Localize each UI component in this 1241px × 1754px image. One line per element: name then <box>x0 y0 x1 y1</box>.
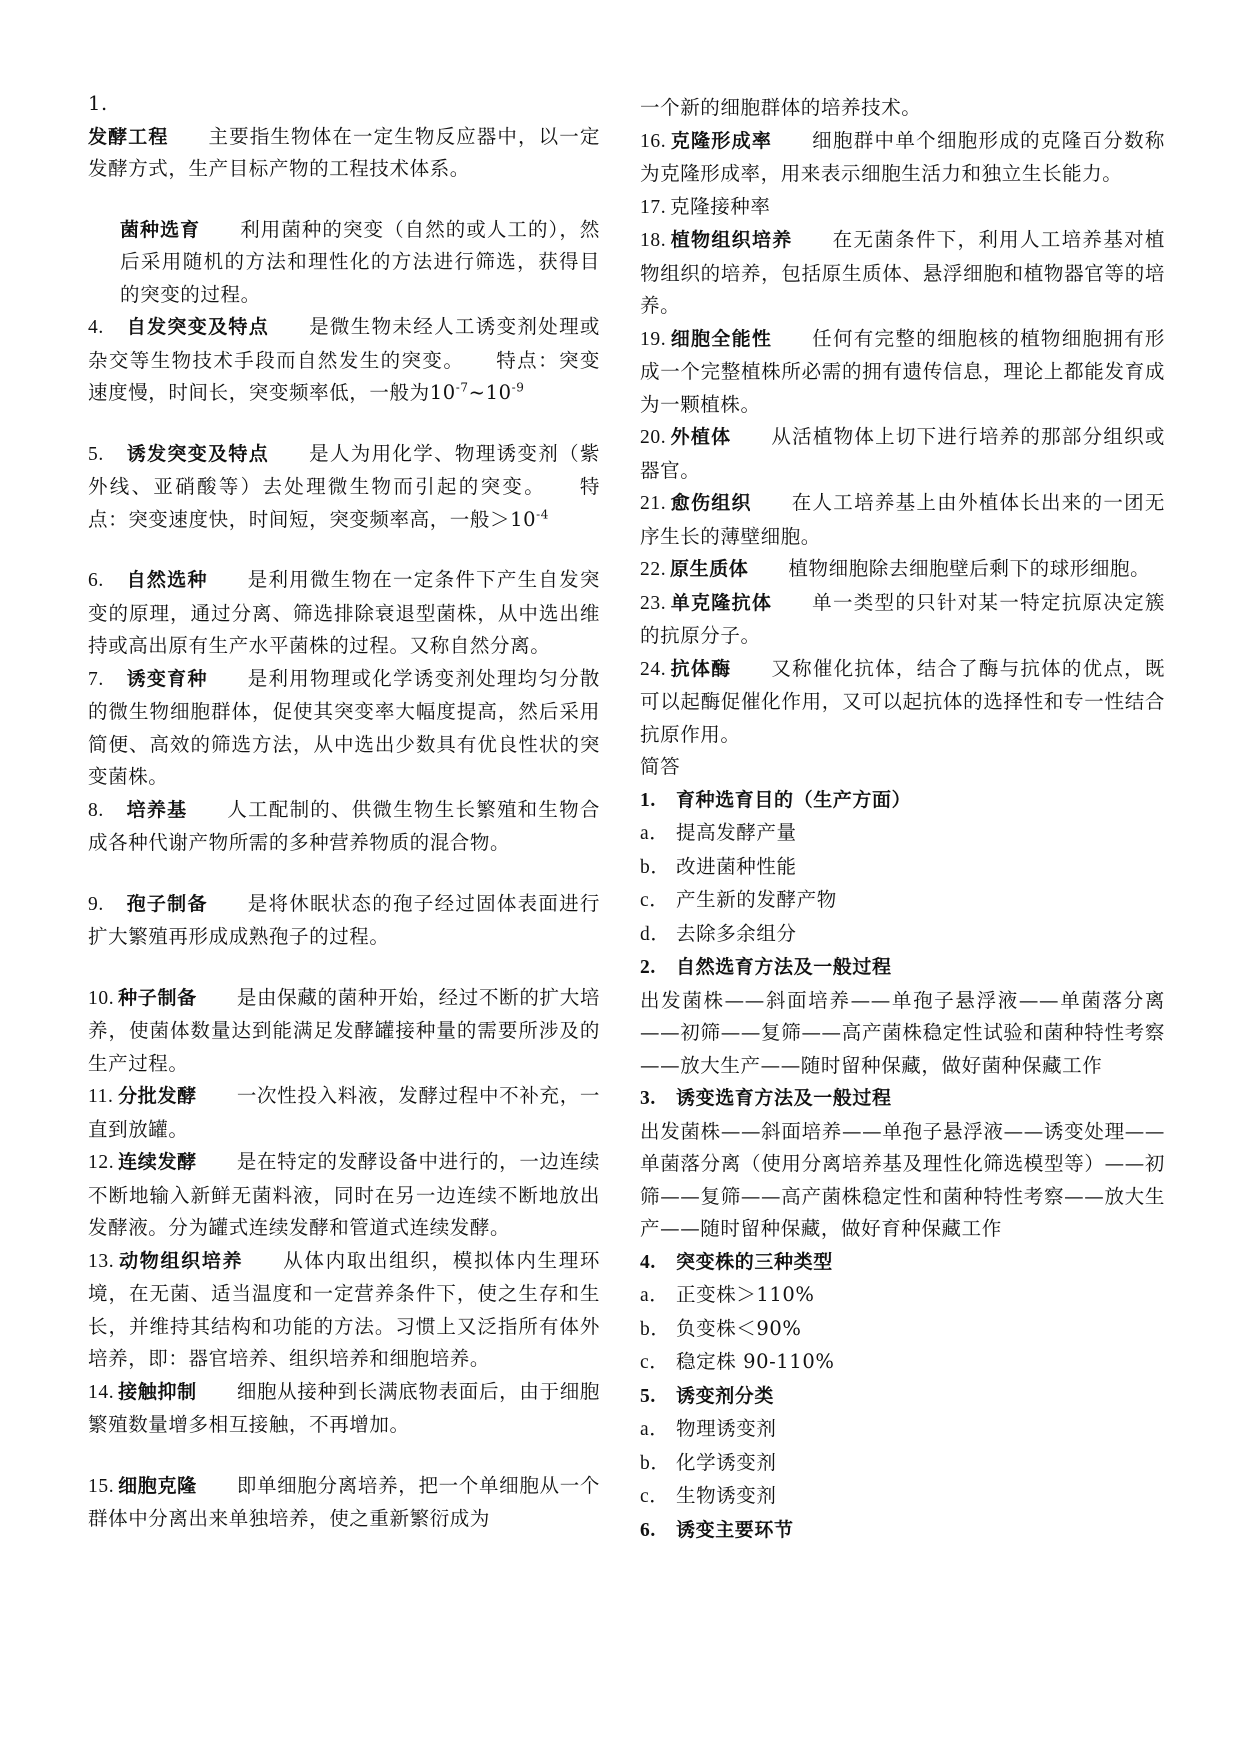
definition-spore-preparation <box>88 888 600 954</box>
item-number: 9. <box>88 893 104 915</box>
definition-text: 植物细胞除去细胞壁后剩下的球形细胞。 <box>788 557 1151 580</box>
definition-text: 在无菌条件下，利用人工培养基对植物组织的培养，包括原生质体、悬浮细胞和植物器官等的培养。 <box>640 228 1165 317</box>
term: 诱发突变及特点 <box>126 442 270 465</box>
list-item <box>640 1313 1165 1347</box>
definition-text: 细胞群中单个细胞形成的克隆百分数称为克隆形成率，用来表示细胞生活力和独立生长能力。 <box>640 128 1165 185</box>
question-title: 突变株的三种类型 <box>676 1250 833 1273</box>
definition-animal-tissue-culture <box>88 1245 600 1376</box>
definition-induced-mutation <box>88 438 600 537</box>
list-item-text: 正变株＞110% <box>676 1283 815 1306</box>
definition-text: 单一类型的只针对某一特定抗原决定簇的抗原分子。 <box>640 590 1165 647</box>
term: 菌种选育 <box>120 218 201 241</box>
list-marker: b． <box>640 856 671 878</box>
question-title: 诱变主要环节 <box>676 1518 794 1541</box>
question-title: 诱变剂分类 <box>676 1384 775 1407</box>
term: 种子制备 <box>118 986 197 1009</box>
question-title: 诱变选育方法及一般过程 <box>676 1087 892 1109</box>
answer-text: 出发菌株——斜面培养——单孢子悬浮液——诱变处理——单菌落分离（使用分离培养基及理性化筛选模型等）——初筛——复筛——高产菌株稳定性和菌种特性考察——放大生产——随时留种保藏，做好育种保藏工作 <box>640 1119 1165 1240</box>
term: 原生质体 <box>670 558 749 580</box>
item-number: 19. <box>640 328 667 350</box>
list-item-text: 提高发酵产量 <box>676 821 797 844</box>
term: 外植体 <box>670 426 732 448</box>
list-item-text: 稳定株 90-110% <box>676 1350 835 1373</box>
definition-text: 在人工培养基上由外植体长出来的一团无序生长的薄壁细胞。 <box>640 491 1165 548</box>
left-column <box>88 88 600 1536</box>
term: 自发突变及特点 <box>126 316 270 338</box>
definition-continuous-fermentation <box>88 1146 600 1245</box>
term: 分批发酵 <box>118 1085 197 1107</box>
definition-text: 利用菌种的突变（自然的或人工的），然后采用随机的方法和理性化的方法进行筛选，获得目的突变的过程。 <box>120 217 600 306</box>
item-number: 5. <box>88 443 104 465</box>
list-item <box>640 851 1165 885</box>
term: 诱变育种 <box>126 667 208 690</box>
item-number: 14. <box>88 1381 115 1403</box>
definition-text: 是利用微生物在一定条件下产生自发突变的原理，通过分离、筛选排除衰退型菌株，从中选出维持或高出原有生产水平菌株的过程。又称自然分离。 <box>88 568 601 657</box>
item-number: 24. <box>640 658 667 680</box>
item-number: 10. <box>88 987 115 1009</box>
definition-text: 从活植物体上切下进行培养的那部分组织或器官。 <box>640 425 1165 482</box>
question-title: 自然选育方法及一般过程 <box>676 956 892 978</box>
term: 接触抑制 <box>118 1380 197 1403</box>
item-number: 15. <box>88 1475 115 1497</box>
term: 培养基 <box>126 798 188 821</box>
item-number: 18. <box>640 230 667 251</box>
definition-clone-seeding-rate <box>640 191 1165 225</box>
definition-totipotency <box>640 323 1165 422</box>
exponent-superscript: -9 <box>511 380 525 395</box>
term: 孢子制备 <box>126 892 208 915</box>
question-heading <box>640 1246 1165 1280</box>
definition-text: 是人为用化学、物理诱变剂（紫外线、亚硝酸等）去处理微生物而引起的突变。 特点：突变速度快，时间短，突变频率高，一般＞ <box>88 441 601 531</box>
term: 细胞全能性 <box>670 327 773 350</box>
definition-seed-preparation <box>88 982 600 1081</box>
item-number: 4. <box>88 317 104 338</box>
term: 愈伤组织 <box>670 492 752 514</box>
question-number: 4. <box>640 1251 656 1273</box>
definition-fermentation-engineering <box>88 121 600 186</box>
range-separator: ~ <box>468 381 486 404</box>
answer-text: 出发菌株——斜面培养——单孢子悬浮液——单菌落分离——初筛——复筛——高产菌株稳定性试验和菌种特性考察——放大生产——随时留种保藏，做好菌种保藏工作 <box>640 988 1165 1077</box>
list-item <box>640 884 1165 918</box>
list-marker: c． <box>640 1486 670 1507</box>
item-number: 22. <box>640 559 667 580</box>
item-number: 17. <box>640 196 667 218</box>
term: 抗体酶 <box>670 657 732 680</box>
list-marker: c． <box>640 1352 670 1373</box>
question-title: 育种选育目的（生产方面） <box>676 788 912 811</box>
definition-spontaneous-mutation <box>88 311 600 410</box>
term: 细胞克隆 <box>118 1474 197 1497</box>
list-item-text: 物理诱变剂 <box>676 1417 777 1440</box>
definition-text: 又称催化抗体，结合了酶与抗体的优点，既可以起酶促催化作用，又可以起抗体的选择性和专一性结合抗原作用。 <box>640 656 1165 746</box>
question-heading <box>640 1380 1165 1414</box>
item-number: 8. <box>88 799 104 821</box>
definition-text: 是在特定的发酵设备中进行的，一边连续不断地输入新鲜无菌料液，同时在另一边连续不断地放出发酵液。分为罐式连续发酵和管道式连续发酵。 <box>88 1150 600 1239</box>
definition-culture-medium <box>88 794 600 860</box>
term: 连续发酵 <box>118 1151 197 1173</box>
term: 发酵工程 <box>88 125 169 148</box>
definition-callus <box>640 487 1165 553</box>
list-item <box>640 1413 1165 1447</box>
definition-text: 从体内取出组织，模拟体内生理环境，在无菌、适当温度和一定营养条件下，使之生存和生长，并维持其结构和功能的方法。习惯上又泛指所有体外培养，即：器官培养、组织培养和细胞培养。 <box>88 1248 600 1370</box>
definition-contact-inhibition <box>88 1376 600 1442</box>
definition-batch-fermentation <box>88 1080 600 1146</box>
list-item-text: 去除多余组分 <box>676 921 797 945</box>
item-number: 6. <box>88 570 104 591</box>
question-number: 1. <box>640 789 656 811</box>
term: 植物组织培养 <box>670 229 793 251</box>
list-marker: a． <box>640 1285 670 1306</box>
item-number: 13. <box>88 1250 115 1272</box>
definition-text: 人工配制的、供微生物生长繁殖和生物合成各种代谢产物所需的多种营养物质的混合物。 <box>88 797 600 854</box>
list-item <box>640 1447 1165 1481</box>
definition-text: 克隆接种率 <box>670 194 771 218</box>
list-marker: a． <box>640 823 670 844</box>
list-item <box>640 1346 1165 1380</box>
item-number: 16. <box>640 130 667 152</box>
list-item <box>640 1279 1165 1313</box>
definition-plant-tissue-culture <box>640 224 1165 323</box>
section-title-short-answer: 简答 <box>640 755 681 778</box>
question-heading <box>640 784 1165 818</box>
exponent-base: 10 <box>429 381 456 404</box>
question-number: 2. <box>640 957 656 978</box>
definition-text: 是微生物未经人工诱变剂处理或杂交等生物技术手段而自然发生的突变。 特点：突变速度慢，时间长，突变频率低，一般为 <box>88 315 601 404</box>
definition-mutation-breeding <box>88 663 600 794</box>
term: 单克隆抗体 <box>670 591 773 614</box>
item-number: 7. <box>88 668 104 690</box>
list-item <box>640 918 1165 952</box>
definition-explant <box>640 421 1165 487</box>
list-marker: d． <box>640 923 671 945</box>
list-item-text: 产生新的发酵产物 <box>676 888 837 911</box>
list-marker: c． <box>640 890 670 911</box>
exponent-base: 10 <box>510 507 537 531</box>
item-number: 12. <box>88 1152 115 1173</box>
question-number: 6. <box>640 1519 656 1541</box>
list-item <box>640 1480 1165 1514</box>
definition-text: 是利用物理或化学诱变剂处理均匀分散的微生物细胞群体，促使其突变率大幅度提高，然后采用简便、高效的筛选方法，从中选出少数具有优良性状的突变菌株。 <box>88 666 601 788</box>
exponent-superscript: -7 <box>455 380 469 395</box>
right-column <box>640 92 1165 1547</box>
definition-text: 即单细胞分离培养，把一个单细胞从一个群体中分离出来单独培养，使之重新繁衍成为 <box>88 1473 600 1530</box>
question-heading <box>640 951 1165 985</box>
list-item-text: 化学诱变剂 <box>676 1450 777 1474</box>
definition-text: 细胞从接种到长满底物表面后，由于细胞繁殖数量增多相互接触，不再增加。 <box>88 1379 600 1436</box>
question-number: 5. <box>640 1385 656 1407</box>
definition-text: 任何有完整的细胞核的植物细胞拥有形成一个完整植株所必需的拥有遗传信息，理论上都能发育成为一颗植株。 <box>640 326 1165 416</box>
term: 克隆形成率 <box>670 129 773 152</box>
definition-natural-selection <box>88 564 600 663</box>
item-number: 11. <box>88 1086 114 1107</box>
definition-monoclonal-antibody <box>640 587 1165 653</box>
list-marker: b． <box>640 1318 671 1340</box>
exponent-superscript: -4 <box>536 507 550 521</box>
list-marker: a． <box>640 1419 670 1440</box>
list-item-text: 负变株＜90% <box>676 1316 802 1340</box>
definition-protoplast <box>640 553 1165 587</box>
definition-text: 是由保藏的菌种开始，经过不断的扩大培养，使菌体数量达到能满足发酵罐接种量的需要所涉及的生产过程。 <box>88 985 600 1075</box>
item-number: 23. <box>640 592 667 614</box>
definition-cloning-efficiency <box>640 125 1165 191</box>
list-item-text: 生物诱变剂 <box>676 1484 777 1507</box>
term: 自然选种 <box>126 569 208 591</box>
definition-abzyme <box>640 653 1165 752</box>
definition-cell-cloning <box>88 1470 600 1536</box>
question-number: 3. <box>640 1088 656 1109</box>
definition-text: 主要指生物体在一定生物反应器中，以一定发酵方式，生产目标产物的工程技术体系。 <box>88 124 600 180</box>
definition-strain-breeding <box>88 214 600 312</box>
exponent-base: 10 <box>485 381 512 404</box>
list-item-text: 改进菌种性能 <box>676 854 797 878</box>
term: 动物组织培养 <box>118 1249 244 1272</box>
list-item <box>640 817 1165 851</box>
question-heading <box>640 1082 1165 1116</box>
definition-text: 是将休眠状态的孢子经过固体表面进行扩大繁殖再形成成熟孢子的过程。 <box>88 891 601 948</box>
item-number: 20. <box>640 427 667 448</box>
item-1-number: 1. <box>88 92 108 115</box>
definition-text: 一次性投入料液，发酵过程中不补充，一直到放罐。 <box>88 1084 600 1141</box>
definition-continuation: 一个新的细胞群体的培养技术。 <box>640 96 922 119</box>
item-number: 21. <box>640 493 667 514</box>
list-marker: b． <box>640 1452 671 1474</box>
question-heading <box>640 1514 1165 1548</box>
